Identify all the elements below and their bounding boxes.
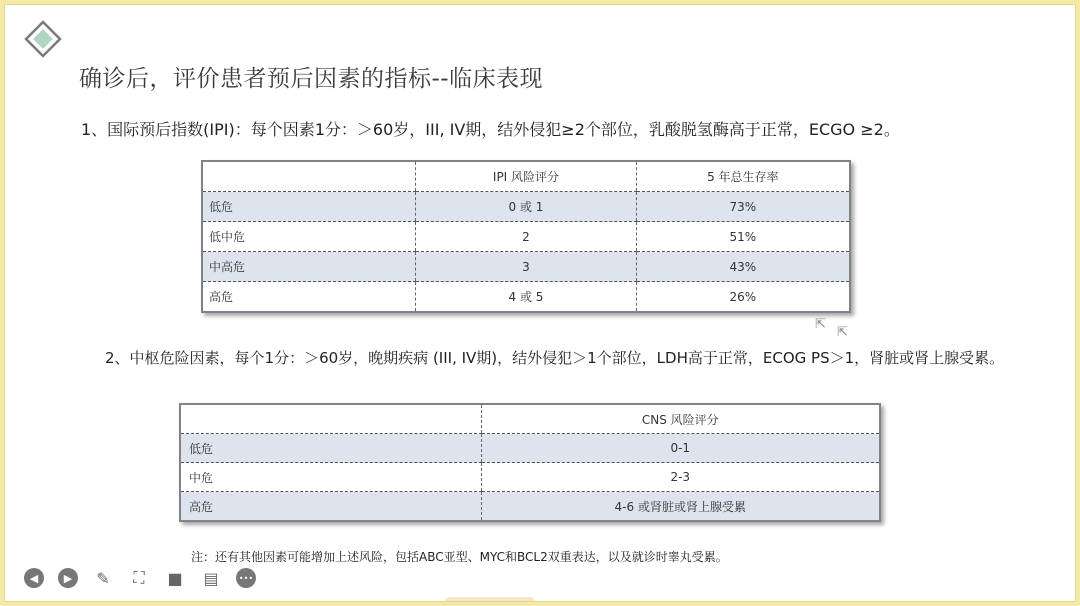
table-header-cell bbox=[202, 161, 416, 192]
table-cell: 高危 bbox=[209, 290, 234, 304]
table-row bbox=[180, 492, 880, 522]
table-header-cell bbox=[180, 404, 481, 434]
table-cell: 2-3 bbox=[481, 463, 880, 492]
camera-icon[interactable]: ■ bbox=[167, 568, 183, 588]
decorative-shape bbox=[445, 597, 535, 602]
table-row bbox=[180, 434, 880, 463]
table-row bbox=[180, 463, 880, 492]
pen-icon[interactable]: ✎ bbox=[96, 568, 110, 588]
slide-title: 确诊后，评价患者预后因素的指标--临床表现 bbox=[79, 66, 544, 92]
table-cell: 26% bbox=[636, 282, 850, 313]
cns-table bbox=[179, 403, 881, 522]
table-cell: 低危 bbox=[180, 434, 481, 463]
ipi-table bbox=[201, 160, 851, 313]
mouse-cursor-icon: ⇱ bbox=[837, 325, 848, 340]
table-header-row bbox=[202, 161, 850, 192]
caption-icon[interactable]: ▤ bbox=[203, 568, 219, 588]
table-header-row bbox=[180, 404, 880, 434]
more-icon[interactable]: ••• bbox=[236, 568, 256, 588]
table-cell: 4-6 或肾脏或肾上腺受累 bbox=[481, 492, 880, 522]
mouse-cursor-icon: ⇱ bbox=[815, 317, 826, 332]
footnote: 注：还有其他因素可能增加上述风险，包括ABC亚型、MYC和BCL2双重表达，以及就诊时睾丸受累。 bbox=[191, 550, 728, 564]
table-cell: 73% bbox=[636, 192, 850, 222]
table-cell: 低危 bbox=[202, 192, 416, 222]
table-cell: 中高危 bbox=[202, 252, 416, 282]
table-row bbox=[202, 222, 850, 252]
table-cell: 0-1 bbox=[481, 434, 880, 463]
table-header-cell: IPI 风险评分 bbox=[416, 161, 636, 192]
table-cell: 2 bbox=[416, 222, 636, 252]
presentation-slide bbox=[4, 4, 1076, 602]
table-cell: 高危 bbox=[180, 492, 481, 522]
screenshot-icon[interactable]: ⛶ bbox=[133, 568, 145, 587]
table-row bbox=[202, 282, 850, 313]
table-header-cell: 5 年总生存率 bbox=[636, 161, 850, 192]
table-cell: 0 或 1 bbox=[416, 192, 636, 222]
table-cell: 低中危 bbox=[202, 222, 416, 252]
table-row bbox=[202, 252, 850, 282]
table-cell: 51% bbox=[636, 222, 850, 252]
table-cell: 中危 bbox=[180, 463, 481, 492]
diamond-logo-icon bbox=[23, 19, 63, 59]
presentation-toolbar bbox=[24, 566, 256, 590]
table-row bbox=[202, 192, 850, 222]
table-cell: 3 bbox=[416, 252, 636, 282]
table-header-cell: CNS 风险评分 bbox=[481, 404, 880, 434]
next-icon[interactable]: ▶ bbox=[58, 568, 78, 588]
prev-icon[interactable]: ◀ bbox=[24, 568, 44, 588]
table-cell: 4 或 5 bbox=[416, 282, 636, 313]
ipi-description: 1、国际预后指数(IPI)：每个因素1分：＞60岁，III, IV期，结外侵犯≥2个部位，乳酸脱氢酶高于正常，ECGO ≥2。 bbox=[81, 120, 900, 139]
table-cell: 43% bbox=[636, 252, 850, 282]
cns-description: 2、中枢危险因素，每个1分：＞60岁，晚期疾病 (III, IV期)，结外侵犯＞1个部位，LDH高于正常，ECOG PS＞1，肾脏或肾上腺受累。 bbox=[105, 349, 1005, 367]
